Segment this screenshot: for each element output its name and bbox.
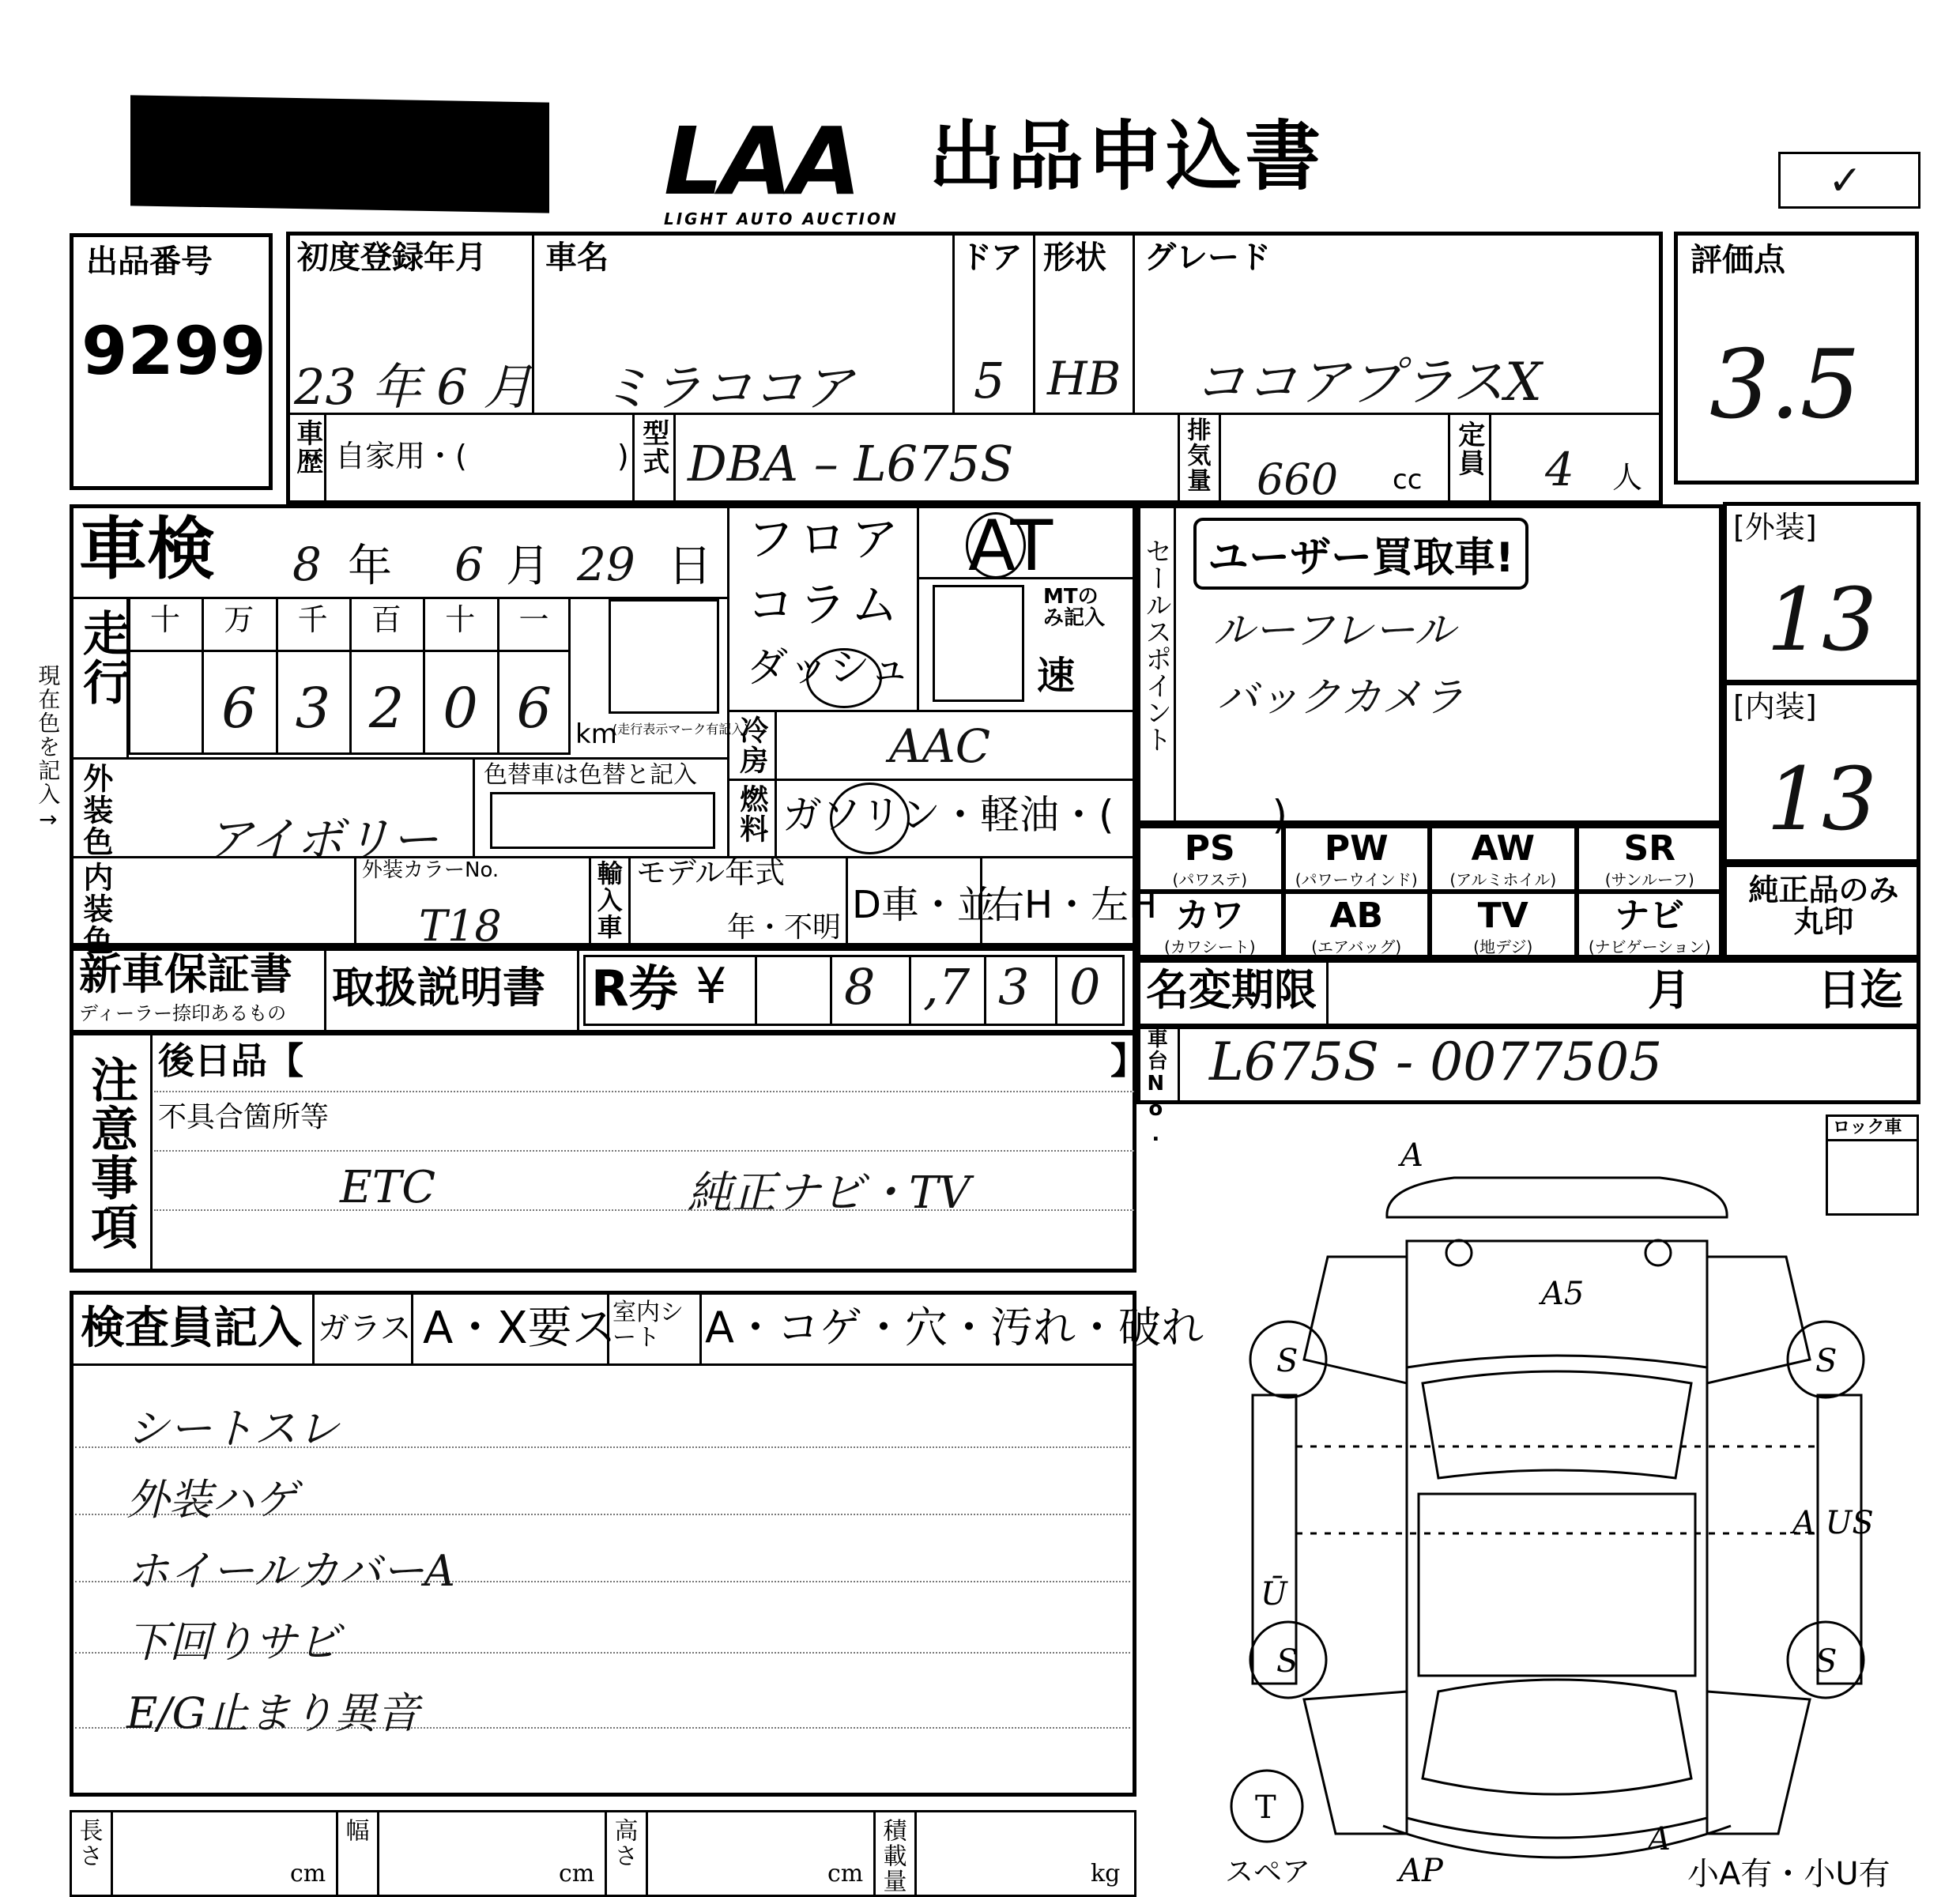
mileage-header-0: 十 bbox=[150, 602, 181, 637]
interior-grade-box bbox=[1723, 681, 1920, 863]
sales-point-line-1: ルーフレール bbox=[1213, 607, 1456, 654]
model-label: 型式 bbox=[637, 419, 669, 476]
inspection-month-unit: 月 bbox=[506, 541, 550, 592]
inspection-day-unit: 日 bbox=[668, 541, 712, 592]
recycle-digit-1: 8 bbox=[844, 958, 876, 1016]
equipment-7[interactable] bbox=[1577, 892, 1724, 959]
first-registration-value: 23 年 6 月 bbox=[294, 358, 533, 416]
glass-label: ガラス bbox=[318, 1311, 412, 1347]
laa-logo bbox=[664, 107, 899, 228]
dimension-unit-1: cm bbox=[559, 1860, 595, 1888]
equipment-2[interactable] bbox=[1430, 824, 1577, 892]
inspector-comment-2: 外装ハゲ bbox=[126, 1475, 297, 1525]
diagram-mark-5: S bbox=[1276, 1643, 1298, 1680]
equipment-0[interactable] bbox=[1136, 824, 1283, 892]
score-value: 3.5 bbox=[1709, 330, 1860, 440]
left-door bbox=[1253, 1395, 1296, 1684]
repaint-note: 色替車は色替と記入 bbox=[484, 761, 697, 789]
roof bbox=[1419, 1494, 1695, 1676]
import-label: 輸入車 bbox=[593, 860, 624, 941]
notes-line-2: 純正ナビ・TV bbox=[688, 1167, 971, 1219]
handle-option: 右H・左H bbox=[986, 883, 1158, 927]
recycle-digit-4: 0 bbox=[1069, 958, 1101, 1016]
score-label: 評価点 bbox=[1690, 242, 1785, 278]
equipment-code-5: AB bbox=[1329, 896, 1384, 936]
mileage-header-1: 万 bbox=[224, 602, 254, 637]
form-title: 出品申込書 bbox=[929, 112, 1324, 201]
car-name-label: 車名 bbox=[545, 239, 609, 276]
sales-point-label: セールスポイント bbox=[1140, 537, 1172, 752]
equipment-desc-2: (アルミホイル) bbox=[1449, 870, 1557, 889]
equipment-desc-5: (エアバッグ) bbox=[1311, 937, 1402, 956]
inspection-year-unit: 年 bbox=[348, 541, 392, 592]
model-value: DBA – L675S bbox=[688, 435, 1014, 492]
shape-value: HB bbox=[1047, 352, 1121, 405]
model-year-label: モデル年式 bbox=[636, 855, 786, 890]
dimension-label-3: 積載量 bbox=[878, 1818, 906, 1894]
equipment-code-6: TV bbox=[1477, 896, 1528, 936]
notes-line-1: ETC bbox=[340, 1162, 436, 1213]
rear-window bbox=[1423, 1680, 1691, 1794]
year-unknown: 年・不明 bbox=[727, 911, 842, 944]
lock-label: ロック車 bbox=[1833, 1118, 1902, 1137]
mileage-label: 走行 bbox=[75, 609, 130, 707]
equipment-desc-6: (地デジ) bbox=[1473, 937, 1533, 956]
inspector-comment-3: ホイールカバーA bbox=[126, 1546, 455, 1596]
redacted-block bbox=[130, 95, 549, 213]
later-items-open: 後日品【 bbox=[158, 1039, 303, 1082]
equipment-4[interactable] bbox=[1136, 892, 1283, 959]
equipment-code-1: PW bbox=[1324, 828, 1389, 869]
capacity-label: 定員 bbox=[1453, 421, 1485, 477]
recycle-yen: ¥ bbox=[695, 957, 727, 1015]
left-rear-fender bbox=[1304, 1691, 1407, 1834]
interior-seat-value: A・コゲ・穴・汚れ・破れ bbox=[705, 1303, 1204, 1352]
equipment-desc-3: (サンルーフ) bbox=[1604, 870, 1694, 889]
equipment-code-7: ナビ bbox=[1615, 896, 1685, 936]
first-registration-label: 初度登録年月 bbox=[297, 239, 487, 276]
mileage-mark-box[interactable] bbox=[609, 599, 719, 714]
capacity-value: 4 bbox=[1545, 443, 1574, 496]
front-bumper bbox=[1387, 1178, 1727, 1217]
mileage-digit-1: 6 bbox=[221, 676, 257, 741]
dimension-unit-3: kg bbox=[1091, 1860, 1121, 1888]
defects-label: 不具合箇所等 bbox=[158, 1101, 330, 1133]
diagram-mark-9: AP bbox=[1399, 1853, 1443, 1889]
mileage-digit-2: 3 bbox=[295, 676, 331, 741]
inspector-comment-5: E/G止まり異音 bbox=[126, 1688, 420, 1738]
mileage-digit-3: 2 bbox=[368, 676, 405, 741]
genuine-only-label: 純正品のみ丸印 bbox=[1748, 873, 1899, 939]
diagram-mark-4: S bbox=[1815, 1343, 1838, 1379]
shift-value-circle bbox=[966, 512, 1026, 579]
car-name-value: ミラココア bbox=[601, 360, 854, 418]
score-box bbox=[1674, 232, 1919, 485]
doors-label: ドア bbox=[960, 239, 1023, 276]
exterior-grade-value: 13 bbox=[1766, 569, 1877, 670]
stamp-text: ユーザー買取車! bbox=[1208, 534, 1514, 582]
history-label: 車歴 bbox=[291, 419, 323, 476]
name-change-day: 日迄 bbox=[1818, 965, 1903, 1015]
displacement-label: 排気量 bbox=[1182, 417, 1211, 493]
equipment-desc-7: (ナビゲーション) bbox=[1588, 937, 1711, 956]
diagram-mark-7: A US bbox=[1792, 1505, 1874, 1541]
color-no-label: 外装カラーNo. bbox=[362, 858, 499, 882]
shift-dash: ダッシュ bbox=[747, 644, 910, 692]
repaint-box[interactable] bbox=[490, 792, 715, 849]
listing-number-value: 9299 bbox=[81, 312, 266, 390]
diagram-mark-3: S bbox=[1276, 1343, 1298, 1379]
shift-dash-circle bbox=[806, 648, 882, 708]
inspection-day: 29 bbox=[577, 537, 635, 591]
shift-column: コラム bbox=[747, 578, 903, 633]
manual-label: 取扱説明書 bbox=[332, 963, 545, 1013]
equipment-desc-4: (カワシート) bbox=[1163, 937, 1256, 956]
notes-label: 注意事項 bbox=[83, 1055, 138, 1251]
inspector-comment-1: シートスレ bbox=[126, 1404, 340, 1454]
equipment-desc-1: (パワーウインド) bbox=[1295, 870, 1418, 889]
capacity-unit: 人 bbox=[1612, 460, 1643, 495]
small-damage-note: 小A有・小U有 bbox=[1687, 1856, 1890, 1892]
check-mark: ✓ bbox=[1828, 157, 1863, 205]
chassis-label: 車台No. bbox=[1144, 1028, 1168, 1148]
diagram-mark-2: A5 bbox=[1541, 1276, 1585, 1312]
later-items-close: 】 bbox=[1110, 1039, 1147, 1082]
dimension-unit-0: cm bbox=[290, 1860, 326, 1888]
shift-floor: フロア bbox=[747, 512, 903, 568]
left-front-fender bbox=[1304, 1257, 1407, 1383]
equipment-code-0: PS bbox=[1184, 828, 1235, 869]
exterior-color-value: アイボリー bbox=[205, 813, 439, 868]
ac-label: 冷房 bbox=[735, 715, 768, 775]
warranty-sub: ディーラー捺印あるもの bbox=[79, 1002, 287, 1024]
exterior-grade-box bbox=[1723, 502, 1920, 684]
user-buyback-stamp bbox=[1193, 518, 1528, 590]
equipment-code-2: AW bbox=[1471, 828, 1536, 869]
equipment-6[interactable] bbox=[1430, 892, 1577, 959]
color-no-value: T18 bbox=[419, 901, 502, 951]
ac-value: AAC bbox=[889, 719, 991, 773]
dimension-label-1: 幅 bbox=[341, 1818, 369, 1843]
diagram-mark-8: Ū bbox=[1261, 1576, 1287, 1612]
interior-grade-label: [内装] bbox=[1733, 689, 1817, 724]
check-box[interactable] bbox=[1778, 152, 1920, 209]
mileage-header-3: 百 bbox=[371, 602, 401, 637]
spare-mark: T bbox=[1255, 1790, 1276, 1826]
grade-label: グレード bbox=[1144, 239, 1271, 276]
sales-point-line-2: バックカメラ bbox=[1217, 674, 1464, 722]
mileage-unit: km bbox=[575, 718, 617, 750]
fuel-circle bbox=[830, 783, 910, 854]
mileage-unit-note: (走行表示マーク有記入) bbox=[612, 722, 749, 737]
mileage-digit-5: 6 bbox=[516, 676, 552, 741]
car-diagram bbox=[1217, 1122, 1928, 1897]
fuel-value: ガソリン・軽油・( ) bbox=[782, 792, 1288, 838]
exterior-grade-label: [外装] bbox=[1733, 510, 1817, 545]
name-change-month: 月 bbox=[1648, 965, 1690, 1015]
recycle-label: R券 bbox=[591, 960, 678, 1017]
mileage-digit-4: 0 bbox=[443, 676, 478, 741]
interior-grade-value: 13 bbox=[1766, 749, 1877, 850]
warranty-label: 新車保証書 bbox=[79, 949, 292, 999]
diagram-mark-6: S bbox=[1815, 1643, 1838, 1680]
displacement-unit: cc bbox=[1393, 464, 1423, 496]
body-outline bbox=[1407, 1241, 1707, 1838]
spare-label: スペア bbox=[1225, 1856, 1311, 1888]
recycle-digit-2: ,7 bbox=[923, 958, 971, 1016]
right-rear-fender bbox=[1707, 1691, 1810, 1834]
dimension-unit-2: cm bbox=[827, 1860, 864, 1888]
shape-label: 形状 bbox=[1043, 239, 1106, 276]
displacement-value: 660 bbox=[1257, 454, 1339, 504]
listing-number-box bbox=[70, 233, 273, 490]
exterior-color-label: 外装色 bbox=[77, 763, 113, 858]
equipment-desc-0: (パワステ) bbox=[1172, 870, 1248, 889]
history-value: 自家用・( ) bbox=[335, 439, 629, 473]
dealer-option: D車・並 bbox=[852, 883, 995, 927]
mileage-header-5: 一 bbox=[518, 602, 549, 637]
logo-text: LAA bbox=[664, 107, 858, 216]
equipment-5[interactable] bbox=[1283, 892, 1430, 959]
mileage-header-2: 千 bbox=[297, 602, 328, 637]
inspector-comment-4: 下回りサビ bbox=[126, 1617, 340, 1667]
equipment-code-3: SR bbox=[1623, 828, 1676, 869]
inspection-year: 8 bbox=[292, 537, 322, 591]
right-front-fender bbox=[1707, 1257, 1810, 1383]
diagram-mark-1: A bbox=[1400, 1137, 1423, 1174]
chassis-value: L675S - 0077505 bbox=[1209, 1031, 1663, 1092]
glass-value: A・X要ス bbox=[423, 1303, 616, 1354]
fuel-label: 燃料 bbox=[735, 784, 768, 844]
inspector-label: 検査員記入 bbox=[81, 1303, 302, 1354]
dimension-label-0: 長さ bbox=[74, 1818, 103, 1869]
name-change-label: 名変期限 bbox=[1146, 965, 1317, 1015]
mt-note: MTのみ記入 bbox=[1043, 585, 1106, 631]
listing-number-label: 出品番号 bbox=[86, 243, 213, 280]
dimensions-row bbox=[70, 1810, 1136, 1897]
recycle-digit-3: 3 bbox=[998, 958, 1030, 1016]
side-note: 現在色を記入→ bbox=[35, 664, 62, 834]
interior-color-label: 内装色 bbox=[77, 862, 113, 956]
logo-subtitle: LIGHT AUTO AUCTION bbox=[664, 209, 899, 228]
genuine-only-box bbox=[1723, 863, 1920, 959]
grade-value: ココアプラスX bbox=[1193, 352, 1543, 413]
interior-seat-label: 室内シート bbox=[612, 1299, 684, 1352]
doors-value: 5 bbox=[974, 352, 1005, 409]
inspection-label: 車検 bbox=[79, 510, 215, 589]
diagram-mark-10: A bbox=[1648, 1821, 1671, 1857]
equipment-code-4: カワ bbox=[1174, 896, 1245, 936]
mt-gear-box[interactable] bbox=[933, 585, 1024, 702]
shift-value: AT bbox=[968, 505, 1054, 586]
dimension-label-2: 高さ bbox=[609, 1818, 638, 1869]
inspection-month: 6 bbox=[454, 537, 484, 591]
windshield bbox=[1423, 1371, 1691, 1478]
equipment-1[interactable] bbox=[1283, 824, 1430, 892]
speed-label: 速 bbox=[1037, 654, 1076, 698]
equipment-3[interactable] bbox=[1577, 824, 1724, 892]
mileage-header-4: 十 bbox=[445, 602, 476, 637]
